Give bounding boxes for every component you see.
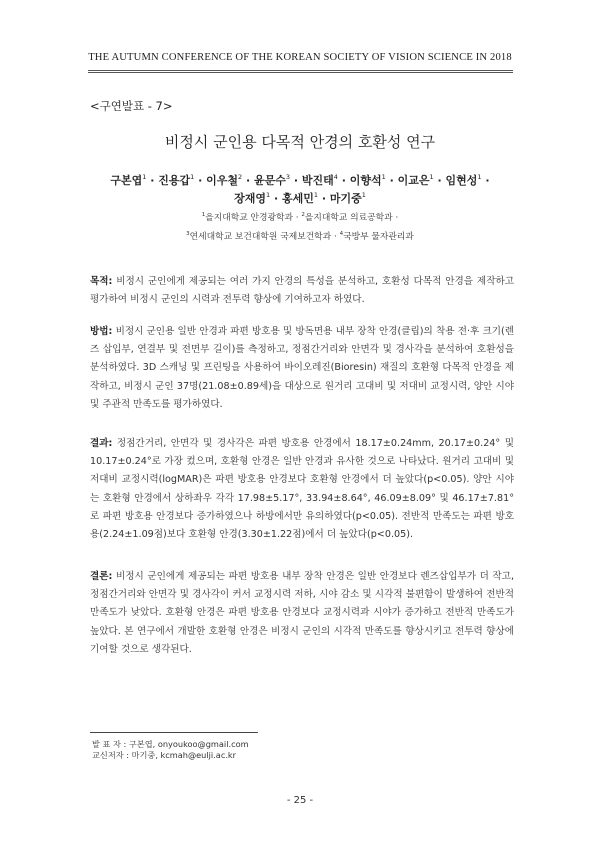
header-rule-top <box>88 70 513 71</box>
author-affil-marker: 1 <box>381 173 386 181</box>
section-result <box>90 435 514 544</box>
author-affil-marker: 1 <box>190 173 195 181</box>
author-separator: · <box>242 174 255 187</box>
affiliations-line-1 <box>0 210 600 223</box>
author-separator: · <box>337 174 350 187</box>
author: 박진태 <box>301 174 334 187</box>
author: 이우철 <box>206 174 239 187</box>
authors-line-1 <box>0 172 600 188</box>
section-heading: 방법: <box>90 326 113 337</box>
section-body: 비정시 군인에게 제공되는 여러 가지 안경의 특성을 분석하고, 호환성 다목적 안경을 제작하고 평가하여 비정시 군인의 시력과 전투력 향상에 기여하고자 하였다. <box>90 276 514 306</box>
author-affil-marker: 1 <box>142 173 147 181</box>
author-affil-marker: 1 <box>429 173 434 181</box>
section-method <box>90 323 514 414</box>
author-affil-marker: 1 <box>266 191 271 199</box>
affiliation: 을지대학교 의료공학과 · <box>304 213 399 223</box>
section-heading: 결과: <box>90 438 113 449</box>
section-purpose <box>90 273 514 309</box>
section-body: 비정시 군인용 일반 안경과 파편 방호용 및 방독면용 내부 장착 안경(클립)의 착용 전·후 크기(렌즈 삽입부, 연결부 및 전면부 길이)를 측정하고, 정점간거리와 안면각 및 경사각을 분석하여 호환성을 분석하였다. 3D 스캐닝 및 프린팅을 사용하여 바이오레진(Bioresin) 재질의 호환형 다목적 안경을 제작하고, 비정시 군인 37명(21.08±0.89세)을 대상으로 원거리 고대비 및 저대비 교정시력, 양안 시야 및 주관적 만족도를 평가하였다. <box>90 326 514 410</box>
affiliation: 을지대학교 안경광학과 · <box>205 213 302 223</box>
author: 윤문수 <box>254 174 286 187</box>
footnote-rule <box>90 732 258 733</box>
author-affil-marker: 1 <box>313 191 319 199</box>
author: 마기중 <box>329 192 362 205</box>
affil-marker: 1 <box>201 212 206 218</box>
author-separator: · <box>318 192 330 205</box>
author-affil-marker: 2 <box>238 173 243 181</box>
author-separator: · <box>194 174 207 187</box>
author-affil-marker: 1 <box>477 173 482 181</box>
session-label: <구연발표 - 7> <box>90 99 173 113</box>
section-heading: 목적: <box>90 276 113 287</box>
author-separator: · <box>481 174 490 187</box>
section-heading: 결론: <box>90 571 113 582</box>
affiliation: 국방부 물자관리과 <box>343 232 414 242</box>
author-affil-marker: 4 <box>333 173 338 181</box>
author-separator: · <box>290 174 302 187</box>
section-body: 정점간거리, 안면각 및 경사각은 파편 방호용 안경에서 18.17±0.24mm, 20.17±0.24° 및 10.17±0.24°로 가장 컸으며, 호환형 안경은 일반 안경과 유사한 것으로 나타났다. 원거리 고대비 및 저대비 교정시력(logMAR)은 파편 방호용 안경보다 호환형 안경에서 더 높았다(p<0.05). 양안 시야는 호환형 안경에서 상하좌우 각각 17.98±5.17°, 33.94±8.64°, 46.09±8.09° 및 46.17±7.81°로 파편 방호용 안경보다 증가하였으나 하방에서만 유의하였다(p<0.05). 전반적 만족도는 파편 방호용(2.24±1.09점)보다 호환형 안경(3.30±1.22점)에서 더 높았다(p<0.05). <box>90 438 514 541</box>
author-separator: · <box>146 174 159 187</box>
footnote-presenter: 발 표 자 : 구본엽, onyoukoo@gmail.com <box>92 739 249 749</box>
author-affil-marker: 3 <box>285 173 291 181</box>
affil-marker: 4 <box>339 231 344 237</box>
section-conclusion <box>90 568 514 659</box>
author: 구본엽 <box>110 174 143 187</box>
author: 이향석 <box>349 174 382 187</box>
author-separator: · <box>385 174 398 187</box>
affiliation: 연세대학교 보건대학원 국제보건학과 · <box>189 232 340 242</box>
author-affil-marker: 1 <box>361 191 366 199</box>
affil-marker: 2 <box>301 212 305 218</box>
header-rule-bottom <box>88 72 513 73</box>
author: 홍세민 <box>281 192 314 205</box>
page-number: - 25 - <box>286 795 314 806</box>
author: 임현성 <box>445 174 478 187</box>
authors-line-2 <box>0 190 600 206</box>
affil-marker: 3 <box>186 231 190 237</box>
author-separator: · <box>270 192 282 205</box>
paper-title: 비정시 군인용 다목적 안경의 호환성 연구 <box>164 133 436 151</box>
affiliations-line-2 <box>0 229 600 242</box>
author: 이교은 <box>397 174 430 187</box>
section-body: 비정시 군인에게 제공되는 파편 방호용 내부 장착 안경은 일반 안경보다 렌즈삽입부가 더 작고, 정점간거리와 안면각 및 경사각이 커서 교정시력 저하, 시야 감소 및 시각적 불편함이 발생하여 전반적 만족도가 낮았다. 호환형 안경은 파편 방호용 안경보다 교정시력과 시야가 증가하고 전반적 만족도가 높았다. 본 연구에서 개발한 호환형 안경은 비정시 군인의 시각적 만족도를 향상시키고 전투력 향상에 기여할 것으로 생각된다. <box>90 571 514 655</box>
author: 진용갑 <box>158 174 191 187</box>
footnote-corresponding-author: 교신저자 : 마기중, kcmah@eulji.ac.kr <box>92 750 237 760</box>
author: 장재영 <box>234 192 266 205</box>
conference-header: THE AUTUMN CONFERENCE OF THE KOREAN SOCIETY OF VISION SCIENCE IN 2018 <box>88 52 512 63</box>
author-separator: · <box>433 174 446 187</box>
